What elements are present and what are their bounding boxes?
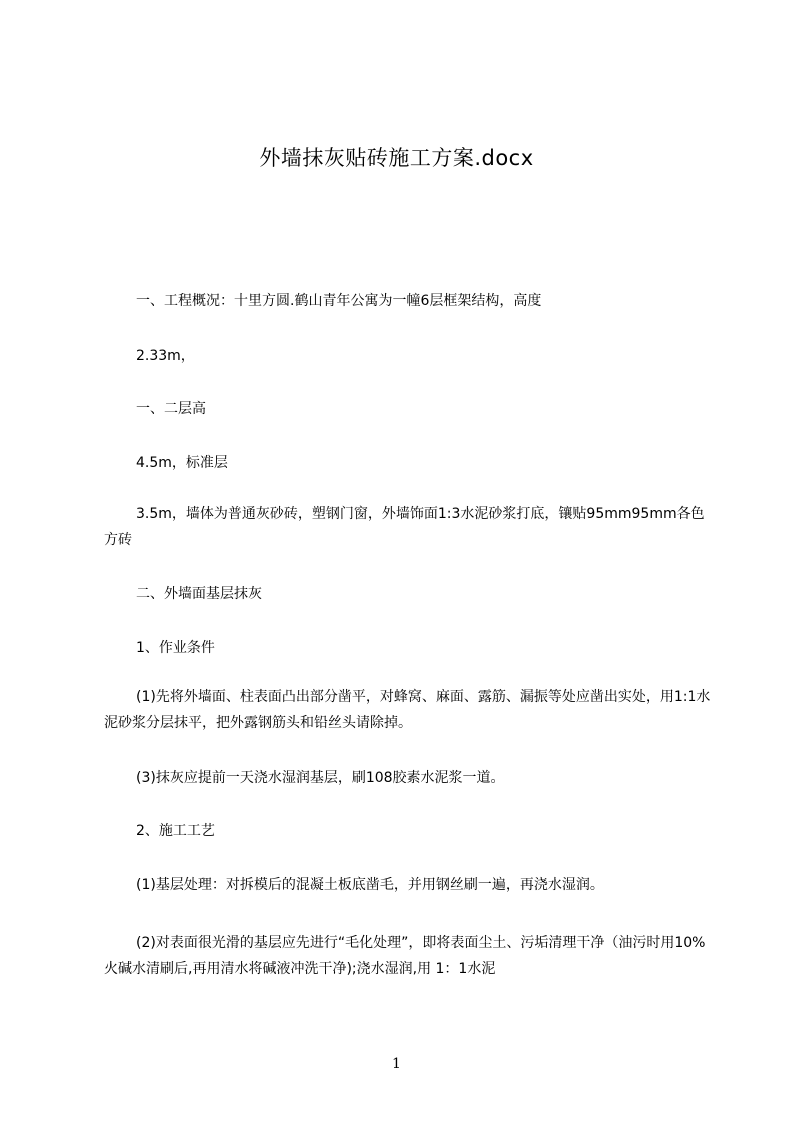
paragraph-process-1: (1)基层处理：对拆模后的混凝土板底凿毛，并用钢丝刷一遍，再浇水湿润。 [136,877,604,893]
paragraph-text: (2)对表面很光滑的基层应先进行“毛化处理”，即将表面尘土、污垢清理干净（油污时用10%火碱水清刷后,再用清水将碱液冲洗干净);浇水湿润,用 1：1水泥 [104,935,706,977]
subsection-heading-process: 2、施工工艺 [136,823,215,839]
paragraph-project-overview: 一、工程概况：十里方圆.鹤山青年公寓为一幢6层框架结构，高度 [136,293,542,309]
paragraph-text: 3.5m，墙体为普通灰砂砖，塑钢门窗，外墙饰面1:3水泥砂浆打底，镶贴95mm95mm各色方砖 [104,506,705,548]
paragraph-process-2 [104,930,712,982]
paragraph-condition-1 [104,684,712,736]
subsection-heading-conditions: 1、作业条件 [136,640,215,656]
section-heading-base-plaster: 二、外墙面基层抹灰 [136,586,262,602]
paragraph-wall-description [104,501,712,553]
page-number: 1 [392,1056,401,1072]
document-title: 外墙抹灰贴砖施工方案.docx [259,146,534,170]
paragraph-text: (1)先将外墙面、柱表面凸出部分凿平，对蜂窝、麻面、露筋、漏振等处应凿出实处，用1:1水泥砂浆分层抹平，把外露钢筋头和铅丝头请除掉。 [104,689,711,731]
paragraph-floor-height: 一、二层高 [136,401,206,417]
paragraph-standard-floor: 4.5m，标准层 [136,455,228,471]
paragraph-height: 2.33m， [136,348,195,364]
paragraph-condition-3: (3)抹灰应提前一天浇水湿润基层，刷108胶素水泥浆一道。 [136,770,505,786]
